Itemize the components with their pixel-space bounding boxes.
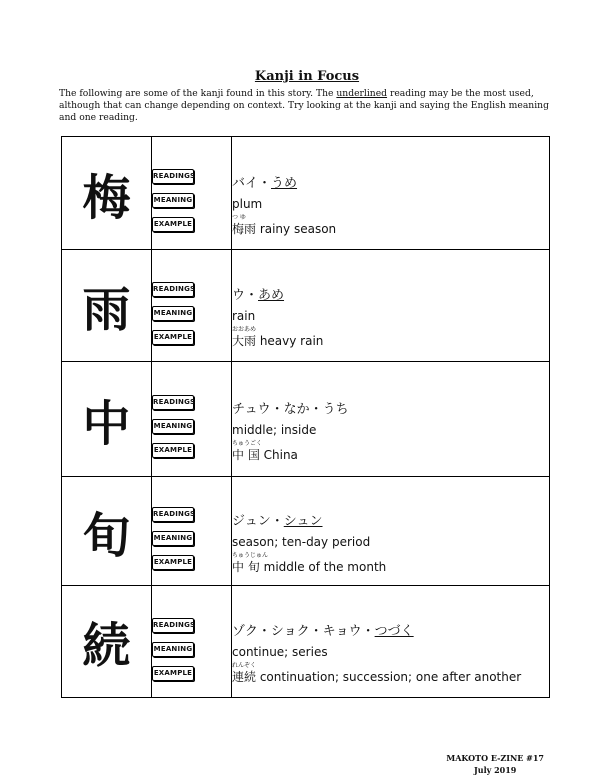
reading-plain: ジュン・ — [232, 513, 284, 529]
reading-underlined: あめ — [258, 288, 285, 303]
label-cell — [152, 362, 232, 477]
kanji-table — [61, 136, 550, 698]
reading-underlined: つづく — [374, 624, 414, 639]
kanji-glyph: 雨 — [82, 282, 131, 338]
kanji-example: 梅雨 rainy season — [232, 221, 337, 236]
intro-paragraph — [59, 88, 549, 124]
kanji-meaning: season; ten-day period — [232, 534, 371, 549]
kanji-example: 連続 continuation; succession; one after another — [232, 670, 522, 684]
example-label: EXAMPLE — [152, 555, 194, 570]
example-furigana: おおあめ — [232, 326, 257, 333]
kanji-character — [62, 477, 152, 586]
kanji-character — [62, 362, 152, 477]
kanji-example: 中 旬 middle of the month — [232, 559, 387, 574]
meaning-label: MEANING — [152, 306, 194, 321]
kanji-example: 中 国 China — [232, 447, 298, 462]
kanji-meaning: middle; inside — [232, 422, 317, 437]
kanji-glyph: 中 — [82, 395, 131, 452]
kanji-example: 大雨 heavy rain — [232, 334, 324, 348]
kanji-row — [62, 362, 550, 477]
reading-plain: ゾク・ショク・キョウ・ — [232, 624, 375, 639]
kanji-readings — [232, 512, 549, 531]
kanji-character — [62, 137, 152, 250]
intro-text-2: reading may be the most used, although that can change depending on context. Try looking at the kanji and saying the English meaning and one reading. — [59, 88, 549, 123]
reading-plain: ウ・ — [232, 288, 259, 303]
readings-label: READINGS — [152, 395, 194, 410]
info-cell — [232, 477, 550, 586]
intro-underlined-word: underlined — [336, 88, 388, 99]
page-title: Kanji in Focus — [254, 69, 360, 84]
info-cell — [232, 586, 550, 698]
meaning-label: MEANING — [152, 642, 194, 657]
info-cell — [232, 362, 550, 477]
label-cell — [152, 250, 232, 362]
readings-label: READINGS — [152, 282, 194, 297]
label-cell — [152, 586, 232, 698]
kanji-row — [62, 250, 550, 362]
label-cell — [152, 477, 232, 586]
info-cell — [232, 137, 550, 250]
readings-label: READINGS — [152, 169, 194, 184]
meaning-label: MEANING — [152, 419, 194, 434]
info-cell — [232, 250, 550, 362]
example-furigana: ちゅうごく — [232, 439, 263, 447]
example-furigana: れんぞく — [232, 662, 257, 669]
meaning-label: MEANING — [152, 531, 194, 546]
kanji-character — [62, 250, 152, 362]
kanji-row — [62, 586, 550, 698]
label-cell — [152, 137, 232, 250]
kanji-glyph: 梅 — [82, 169, 131, 226]
kanji-readings — [232, 622, 549, 641]
reading-plain: バイ・ — [232, 175, 272, 191]
reading-underlined: シュン — [283, 513, 323, 529]
intro-text-1: The following are some of the kanji found in this story. The — [59, 88, 337, 99]
example-label: EXAMPLE — [152, 443, 194, 458]
footer-issue: MAKOTO E-ZINE #17 — [446, 753, 544, 763]
kanji-readings — [232, 286, 549, 305]
kanji-meaning: rain — [232, 309, 256, 323]
footer-date: July 2019 — [474, 765, 517, 775]
readings-label: READINGS — [152, 618, 194, 633]
kanji-readings — [232, 400, 549, 419]
readings-label: READINGS — [152, 507, 194, 522]
example-label: EXAMPLE — [152, 217, 194, 232]
example-furigana: ちゅうじゅん — [232, 551, 269, 559]
kanji-row — [62, 137, 550, 250]
reading-plain: チュウ・なか・うち — [232, 401, 349, 417]
kanji-glyph: 続 — [82, 618, 131, 674]
kanji-glyph: 旬 — [82, 507, 131, 564]
example-label: EXAMPLE — [152, 330, 194, 345]
example-furigana: つ ゆ — [232, 213, 246, 221]
kanji-row — [62, 477, 550, 586]
kanji-readings — [232, 174, 549, 193]
meaning-label: MEANING — [152, 193, 194, 208]
footer — [446, 752, 544, 776]
reading-underlined: うめ — [271, 175, 298, 191]
kanji-character — [62, 586, 152, 698]
kanji-meaning: continue; series — [232, 645, 328, 659]
example-label: EXAMPLE — [152, 666, 194, 681]
kanji-meaning: plum — [232, 196, 263, 211]
